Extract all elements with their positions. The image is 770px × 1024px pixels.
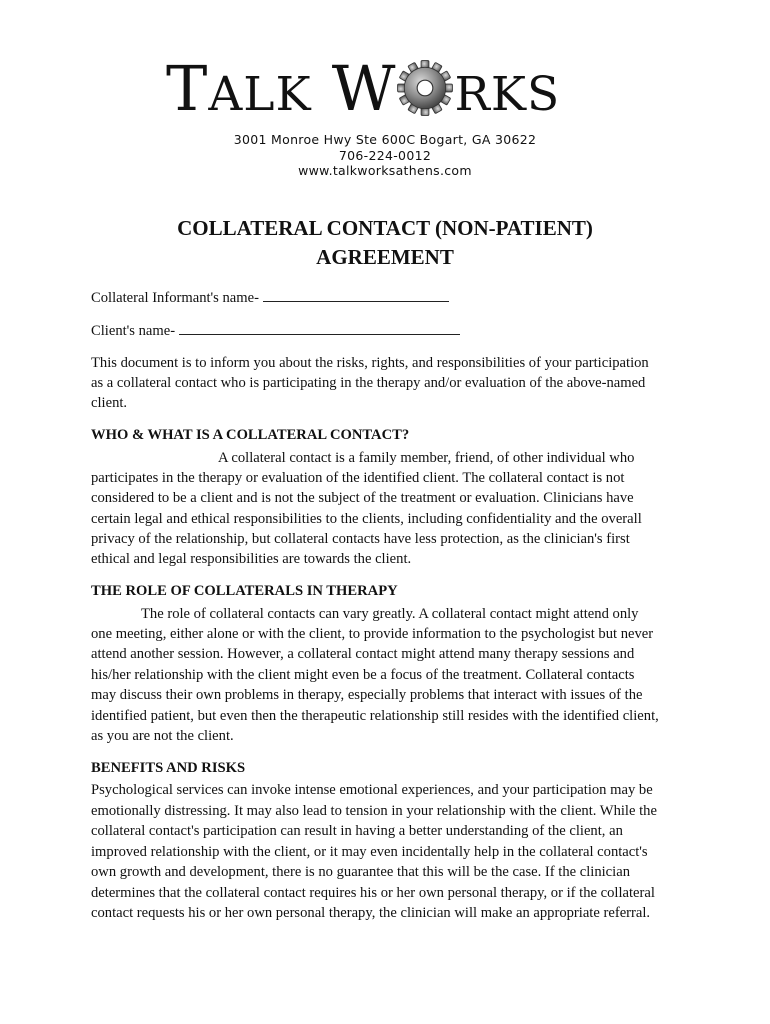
paragraph-line: ethical and legal responsibilities are towards the client. xyxy=(91,551,412,567)
paragraph-line: improved relationship with the client, or it may even incidentally help in the collateral contact's xyxy=(91,844,648,860)
phone-number: 706-224-0012 xyxy=(338,147,432,163)
paragraph-line: own growth and development, there is no guarantee that this will be the case. If the clinician xyxy=(91,864,630,880)
paragraph-line: identified patient, but even then the therapeutic relationship still resides with the identified client, xyxy=(91,708,659,724)
title-line-2: AGREEMENT xyxy=(316,245,454,269)
paragraph-line: participates in the therapy or evaluation of the identified client. The collateral contact is not xyxy=(91,470,625,486)
paragraph-line: certain legal and ethical responsibilities to the clients, including confidentiality and the overall xyxy=(91,511,642,527)
paragraph-line: Psychological services can invoke intense emotional experiences, and your participation may be xyxy=(91,782,653,798)
client-name-field xyxy=(91,320,460,340)
intro-line: client. xyxy=(91,395,128,411)
paragraph-line: may discuss their own problems in therapy, especially problems that interact with issues of the xyxy=(91,687,643,703)
logo-wordmark: TALK W RKS xyxy=(166,52,561,125)
address-line: 3001 Monroe Hwy Ste 600C Bogart, GA 30622 xyxy=(233,132,537,147)
paragraph-line: determines that the collateral contact requires his or her own personal therapy, or if the collateral xyxy=(91,885,655,901)
paragraph-line: attend another session. However, a collateral contact might attend many therapy sessions and xyxy=(91,646,635,662)
informant-name-label: Collateral Informant's name- xyxy=(91,290,259,306)
informant-name-blank[interactable] xyxy=(263,287,449,302)
intro-line: This document is to inform you about the risks, rights, and responsibilities of your participation xyxy=(91,355,649,371)
gear-icon xyxy=(397,60,453,116)
intro-line: as a collateral contact who is participating in the therapy and/or evaluation of the above-named xyxy=(91,375,646,391)
client-name-label: Client's name- xyxy=(91,323,176,339)
paragraph-line: The role of collateral contacts can vary greatly. A collateral contact might attend only xyxy=(141,606,639,622)
talkworks-logo xyxy=(166,54,606,124)
document-title xyxy=(0,214,770,272)
client-name-blank[interactable] xyxy=(179,320,460,335)
section-heading-role: THE ROLE OF COLLATERALS IN THERAPY xyxy=(91,583,398,599)
paragraph-line: collateral contact's participation can result in having a better understanding of the client, an xyxy=(91,823,623,839)
title-line-1: COLLATERAL CONTACT (NON-PATIENT) xyxy=(177,216,593,240)
paragraph-line: considered to be a client and is not the subject of the treatment or evaluation. Clinicians have xyxy=(91,490,634,506)
paragraph-line: emotionally distressing. It may also lead to tension in your relationship with the client. While the xyxy=(91,803,657,819)
paragraph-line: privacy of the relationship, but collateral contacts have less protection, as the clinician's first xyxy=(91,531,630,547)
paragraph-line: his/her relationship with the client might even be a focus of the treatment. Collateral contacts xyxy=(91,667,635,683)
informant-name-field xyxy=(91,287,449,307)
paragraph-line: as you are not the client. xyxy=(91,728,234,744)
contact-info xyxy=(0,132,770,179)
section-heading-benefits-risks: BENEFITS AND RISKS xyxy=(91,760,246,776)
paragraph-line: contact requests his or her own personal therapy, the clinician will make an appropriate referral. xyxy=(91,905,651,921)
paragraph-line: A collateral contact is a family member, friend, of other individual who xyxy=(218,450,635,466)
website-link[interactable]: www.talkworksathens.com xyxy=(298,163,472,178)
paragraph-line: one meeting, either alone or with the client, to provide information to the psychologist but never xyxy=(91,626,654,642)
section-heading-who-what: WHO & WHAT IS A COLLATERAL CONTACT? xyxy=(91,427,410,443)
